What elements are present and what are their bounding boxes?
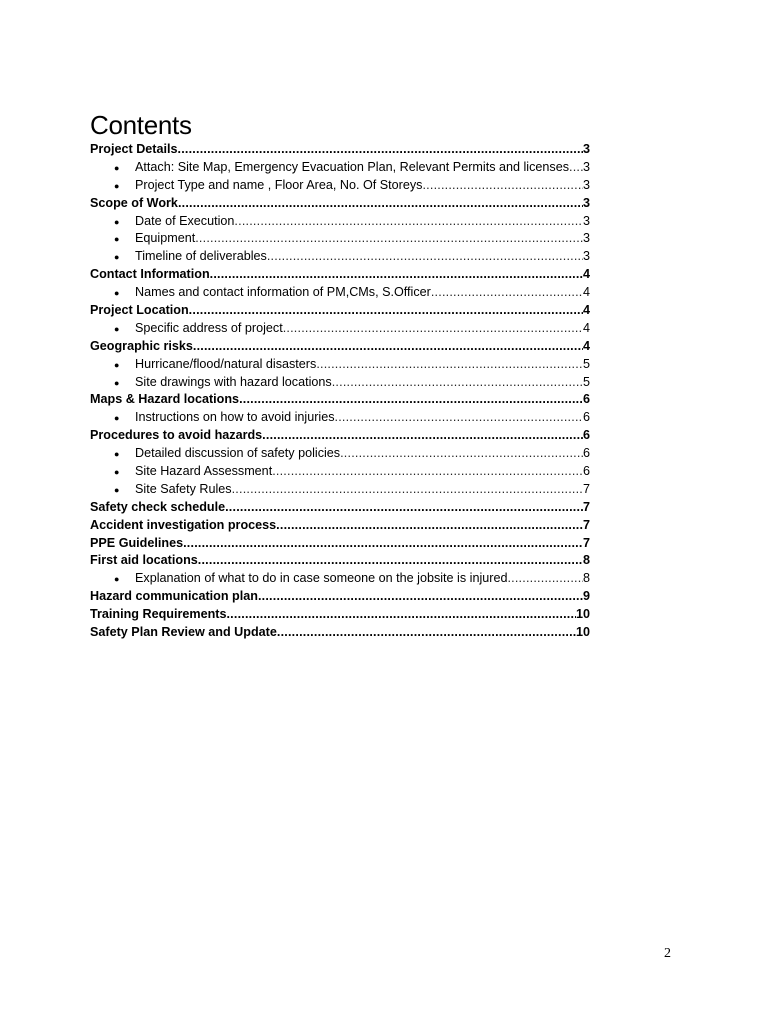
toc-entry[interactable] xyxy=(90,195,590,213)
toc-entry-title: Scope of Work xyxy=(90,195,178,210)
toc-subentry[interactable] xyxy=(90,374,590,392)
toc-page-number: 5 xyxy=(582,356,590,371)
bullet-icon: ● xyxy=(114,234,120,245)
bullet-icon: ● xyxy=(114,288,120,299)
toc-page-number: 3 xyxy=(582,195,590,210)
toc-entry-title: Explanation of what to do in case someone on the jobsite is injured xyxy=(135,571,508,586)
toc-page-number: 7 xyxy=(582,499,590,514)
toc-entry-title: Contact Information xyxy=(90,267,210,282)
toc-page-number: 7 xyxy=(582,481,590,496)
toc-page-number: 6 xyxy=(582,392,590,407)
toc-entry[interactable] xyxy=(90,535,590,553)
bullet-icon: ● xyxy=(114,216,120,227)
toc-page-number: 10 xyxy=(575,625,590,640)
toc-entry-title: Site Hazard Assessment xyxy=(135,464,273,479)
bullet-icon: ● xyxy=(114,377,120,388)
dot-leader xyxy=(283,320,583,338)
dot-leader xyxy=(507,570,583,588)
toc-subentry[interactable] xyxy=(90,284,590,302)
toc-page-number: 10 xyxy=(575,607,590,622)
page-number: 2 xyxy=(664,946,671,961)
toc-page-number: 9 xyxy=(582,589,590,604)
dot-leader xyxy=(569,159,583,177)
toc-subentry[interactable] xyxy=(90,248,590,266)
toc-subentry[interactable] xyxy=(90,159,590,177)
toc-entry-title: Maps & Hazard locations xyxy=(90,392,240,407)
bullet-icon: ● xyxy=(114,359,120,370)
toc-entry[interactable] xyxy=(90,427,590,445)
toc-subentry[interactable] xyxy=(90,320,590,338)
toc-entry[interactable] xyxy=(90,141,590,159)
toc-entry-title: Training Requirements xyxy=(90,607,227,622)
toc-subentry[interactable] xyxy=(90,213,590,231)
toc-entry-title: Safety Plan Review and Update xyxy=(90,625,277,640)
toc-entry[interactable] xyxy=(90,606,590,624)
bullet-icon: ● xyxy=(114,323,120,334)
toc-page-number: 3 xyxy=(582,142,590,156)
dot-leader xyxy=(258,588,583,606)
bullet-icon: ● xyxy=(114,180,120,191)
dot-leader xyxy=(189,302,583,320)
toc-page-number: 4 xyxy=(582,303,590,318)
toc-entry-title: Detailed discussion of safety policies xyxy=(135,446,341,461)
bullet-icon: ● xyxy=(114,574,120,585)
toc-subentry[interactable] xyxy=(90,177,590,195)
bullet-icon: ● xyxy=(114,484,120,495)
dot-leader xyxy=(178,141,583,159)
toc-subentry[interactable] xyxy=(90,570,590,588)
toc-page-number: 5 xyxy=(582,374,590,389)
toc-page-number: 3 xyxy=(582,249,590,264)
dot-leader xyxy=(267,248,583,266)
bullet-icon: ● xyxy=(114,449,120,460)
toc-entry-title: Names and contact information of PM,CMs, S.Officer xyxy=(135,285,431,300)
toc-entry-title: PPE Guidelines xyxy=(90,535,184,550)
toc-page-number: 3 xyxy=(582,213,590,228)
bullet-icon: ● xyxy=(114,252,120,263)
dot-leader xyxy=(239,391,583,409)
dot-leader xyxy=(195,230,583,248)
dot-leader xyxy=(272,463,583,481)
dot-leader xyxy=(262,427,583,445)
toc-page-number: 7 xyxy=(582,535,590,550)
dot-leader xyxy=(226,606,576,624)
toc-page-number: 3 xyxy=(582,231,590,246)
toc-entry-title: Project Location xyxy=(90,303,189,318)
toc-entry[interactable] xyxy=(90,391,590,409)
toc-entry-title: Specific address of project xyxy=(135,320,283,335)
dot-leader xyxy=(340,445,583,463)
toc-subentry[interactable] xyxy=(90,481,590,499)
toc-entry-title: Project Type and name , Floor Area, No. Of Storeys xyxy=(135,177,423,192)
toc-page-number: 3 xyxy=(582,177,590,192)
toc-page-number: 8 xyxy=(582,553,590,568)
toc-entry-title: Geographic risks xyxy=(90,338,193,353)
toc-entry-title: Hazard communication plan xyxy=(90,589,258,604)
toc-entry-title: Site Safety Rules xyxy=(135,481,232,496)
dot-leader xyxy=(316,356,583,374)
toc-page-number: 8 xyxy=(582,571,590,586)
toc-subentry[interactable] xyxy=(90,409,590,427)
toc-entry-title: First aid locations xyxy=(90,553,198,568)
toc-entry[interactable] xyxy=(90,266,590,284)
toc-page-number: 4 xyxy=(582,285,590,300)
dot-leader xyxy=(178,195,583,213)
dot-leader xyxy=(335,409,583,427)
toc-page-number: 6 xyxy=(582,464,590,479)
dot-leader xyxy=(198,552,583,570)
toc-subentry[interactable] xyxy=(90,463,590,481)
toc-entry[interactable] xyxy=(90,517,590,535)
toc-entry-title: Equipment xyxy=(135,231,196,246)
dot-leader xyxy=(276,517,583,535)
dot-leader xyxy=(183,535,583,553)
toc-page-number: 3 xyxy=(582,159,590,174)
toc-page-number: 4 xyxy=(582,320,590,335)
bullet-icon: ● xyxy=(114,162,120,173)
toc-page-number: 6 xyxy=(582,410,590,425)
toc-entry[interactable] xyxy=(90,588,590,606)
dot-leader xyxy=(225,499,583,517)
dot-leader xyxy=(431,284,583,302)
toc-subentry[interactable] xyxy=(90,356,590,374)
dot-leader xyxy=(210,266,583,284)
toc-entry-title: Date of Execution xyxy=(135,213,235,228)
toc-entry-title: Accident investigation process xyxy=(90,517,277,532)
dot-leader xyxy=(277,624,576,642)
toc-entry-title: Hurricane/flood/natural disasters xyxy=(135,356,317,371)
toc-subentry[interactable] xyxy=(90,230,590,248)
table-of-contents xyxy=(90,141,590,642)
toc-entry-title: Attach: Site Map, Emergency Evacuation Plan, Relevant Permits and licenses xyxy=(135,159,569,174)
toc-page-number: 6 xyxy=(582,428,590,443)
bullet-icon: ● xyxy=(114,413,120,424)
dot-leader xyxy=(332,374,583,392)
toc-entry-title: Safety check schedule xyxy=(90,499,226,514)
toc-subentry[interactable] xyxy=(90,445,590,463)
contents-heading: Contents xyxy=(90,110,192,141)
dot-leader xyxy=(193,338,583,356)
toc-entry[interactable] xyxy=(90,552,590,570)
toc-entry-title: Procedures to avoid hazards xyxy=(90,428,263,443)
toc-page-number: 6 xyxy=(582,446,590,461)
toc-entry[interactable] xyxy=(90,624,590,642)
toc-entry-title: Instructions on how to avoid injuries xyxy=(135,410,335,425)
toc-entry-title: Site drawings with hazard locations xyxy=(135,374,332,389)
dot-leader xyxy=(232,481,583,499)
toc-page-number: 4 xyxy=(582,267,590,282)
toc-page-number: 4 xyxy=(582,338,590,353)
toc-entry[interactable] xyxy=(90,499,590,517)
toc-entry[interactable] xyxy=(90,302,590,320)
toc-entry-title: Timeline of deliverables xyxy=(135,249,267,264)
dot-leader xyxy=(422,177,583,195)
bullet-icon: ● xyxy=(114,467,120,478)
toc-entry-title: Project Details xyxy=(90,142,178,156)
dot-leader xyxy=(234,213,583,231)
toc-page-number: 7 xyxy=(582,517,590,532)
toc-entry[interactable] xyxy=(90,338,590,356)
